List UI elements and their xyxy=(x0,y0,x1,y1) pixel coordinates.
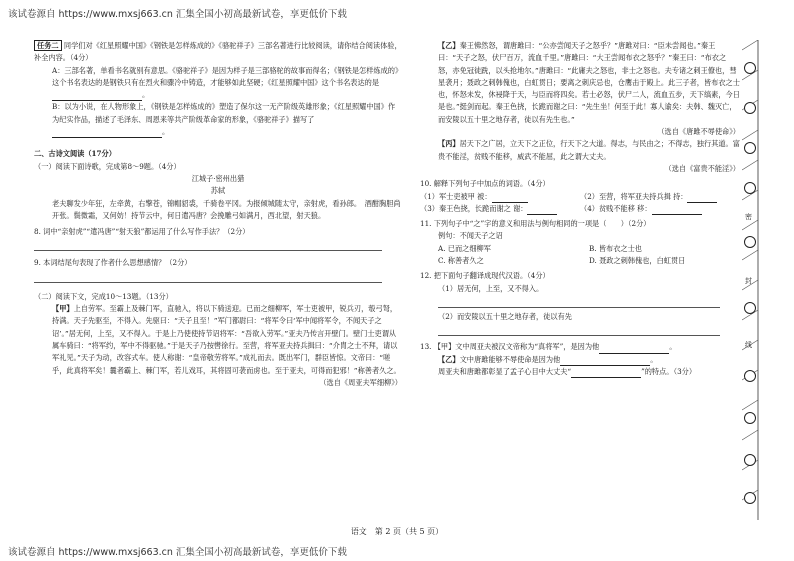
q11-option-a[interactable]: A. 已而之细柳军 xyxy=(438,243,491,253)
bing-tag: 【丙】 xyxy=(438,139,460,149)
q10-row-2 xyxy=(420,203,740,215)
task2-a-end: 。 xyxy=(142,90,150,100)
answer-line-9[interactable] xyxy=(34,270,382,283)
jia-text: 上自劳军。至霸上及棘门军，直驰入，将以下骑送迎。已而之细柳军，军士吏被甲，锐兵刃，彀弓弩，持满。天子先驱至，不得入。先驱曰：“天子且至！”军门都尉曰：“将军令曰‘军中闻将军令，不闻天子之诏’。”居无何，上至，又不得入。于是上乃使使持节诏将军：“吾欲入劳军。”亚夫乃传言开壁门。壁门士吏谓从属车骑曰：“将军约，军中不得驱驰。”于是天子乃按辔徐行。至营，将军亚夫持兵揖曰：“介胄之士不拜，请以军礼见。”天子为动，改容式车。使人称谢：“皇帝敬劳将军。”成礼而去。既出军门，群臣皆惊。文帝曰：“嗟乎，此真将军矣！曩者霸上、棘门军，若儿戏耳，其将固可袭而虏也。至于亚夫，可得而犯邪！”称善者久之。 xyxy=(52,304,401,375)
q11-example: 例句：不闻天子之诏 xyxy=(438,231,503,241)
yi-tag: 【乙】 xyxy=(438,41,460,50)
bing-text: 居天下之广居，立天下之正位，行天下之大道。得志，与民由之；不得志，独行其道。富贵不能淫，贫贱不能移，威武不能屈，此之谓大丈夫。 xyxy=(438,139,740,161)
bing-source: （选自《富贵不能淫》） xyxy=(664,163,740,173)
page-number: 语文 第 2 页（共 5 页） xyxy=(350,527,444,536)
jia-tag: 【甲】 xyxy=(52,304,74,314)
poem-author: 苏轼 xyxy=(210,186,226,196)
task2-b: B：以为小说，在人物形象上，《钢铁是怎样炼成的》塑造了保尔这一无产阶级英雄形象；《红星照耀中国》作为纪实作品，描述了毛泽东、周恩来等共产阶级革命家的形象，《骆驼祥子》描写了 xyxy=(52,102,396,124)
q13-end-text-2: ”的特点。（3分） xyxy=(641,366,697,376)
question-12: 12. 把下面句子翻译成现代汉语。（4分） xyxy=(420,271,550,281)
q13-end-text: 周亚夫和唐雎都彰显了孟子心目中大丈夫“ xyxy=(438,366,572,376)
q11-option-c[interactable]: C. 称善者久之 xyxy=(438,256,484,266)
q10-blank-3[interactable] xyxy=(527,214,557,215)
task2-tag: 任务二 xyxy=(34,40,62,51)
binding-hole xyxy=(744,182,756,194)
q10-item-4: （4）贫贱不能移 移： xyxy=(580,203,652,213)
binding-hole xyxy=(744,142,756,154)
q10-blank-4[interactable] xyxy=(652,214,702,215)
answer-blank-b[interactable] xyxy=(52,137,162,138)
section2-heading: 二、古诗文阅读（17分） xyxy=(34,149,116,159)
jia-source: （选自《周亚夫军细柳》） xyxy=(319,377,402,387)
binding-strip xyxy=(742,40,760,520)
question-9: 9. 本词结尾句表现了作者什么思想感情？（2分） xyxy=(34,258,192,268)
binding-hole xyxy=(744,102,756,114)
task2-a: A：三部名著，单看书名就别有意思。《骆驼祥子》是因为样子是三部骆驼的故事而得名；《钢铁是怎样炼成的》这个书名表达的是钢铁只有在烈火和骤冷中铸造，才能够如此坚硬；《红星照耀中国》这个书名表达的是 xyxy=(52,65,399,87)
answer-line-8[interactable] xyxy=(34,238,382,251)
right-column: 【乙】秦王怫然怒，谓唐雎曰：“公亦尝闻天子之怒乎？”唐雎对曰：“臣未尝闻也。”秦王曰：“天子之怒，伏尸百万，流血千里。”唐雎曰：“大王尝闻布衣之怒乎？”秦王曰：“布衣之怒，亦免冠徒跣，以头抢地尔。”唐雎曰：“此庸夫之怒也，非士之怒也。夫专诸之刺王僚也，彗星袭月；聂政之刺韩傀也，白虹贯日；要离之刺庆忌也，仓鹰击于殿上。此三子者，皆布衣之士也，怀怒未发，休祲降于天，与臣而将四矣。若士必怒，伏尸二人，流血五步，天下缟素，今日是也。”挺剑而起。秦王色挠，长跪而谢之曰：“先生坐！何至于此！寡人谕矣：夫韩、魏灭亡，而安陵以五十里之地存者，徒以有先生也。” （选自《唐雎不辱使命》） 【丙】居天下之广居，立天下之正位，行天下之大道。得志，与民由之；不得志，独行其道。富贵不能淫，贫贱不能移，威武不能屈，此之谓大丈夫。 （选自《富贵不能淫》） 10. 解释下列句子中加点的词语。（4分） （1）军士吏被甲 被： （2）至营，将军亚夫持兵揖 持： （3）秦王色挠，长跪而谢之 谢： （4）贫贱不能移 移： 11. 下列句子中“之”字的意义和用法与例句相同的一项是（ ）（2分） 例句：不闻天子之诏 A. 已而之细柳军 B. 皆布衣之士也 C. 称善者久之 D. 聂政之刺韩傀也，白虹贯日 12. 把下面句子翻译成现代汉语。（4分） （1）居无何，上至，又不得入。 （2）而安陵以五十里之地存者，徒以有先 13. 【甲】文中周亚夫被汉文帝称为“真将军”，是因为他 。 【乙】文中唐雎能够不辱使命是因为他 。 周亚夫和唐雎都彰显了孟子心目中大丈夫“ ”的特点。（3分） xyxy=(420,40,740,378)
part1-heading: （一）阅读下面诗歌，完成第8～9题。（4分） xyxy=(34,161,181,171)
binding-hole xyxy=(744,492,756,504)
task2-intro: 同学们对《红星照耀中国》《钢铁是怎样炼成的》《骆驼祥子》三部名著进行比较阅读，请你结合阅读体验，补全内容。（4分） xyxy=(34,41,402,63)
binding-char-2: 封 xyxy=(745,277,752,285)
q12-part-1: （1）居无何，上至，又不得入。 xyxy=(438,283,544,293)
answer-line-12-2[interactable] xyxy=(438,323,720,336)
top-watermark: 该试卷源自 https://www.mxsj663.cn 汇集全国小初高最新试卷，享更低价下载 xyxy=(8,9,347,20)
question-8: 8. 词中“亲射虎”“遣冯唐”“射天狼”都运用了什么写作手法？（2分） xyxy=(34,227,250,237)
binding-char-1: 密 xyxy=(745,213,752,221)
question-13: 13. 【甲】文中周亚夫被汉文帝称为“真将军”，是因为他 xyxy=(420,342,600,352)
bottom-watermark: 该试卷源自 https://www.mxsj663.cn 汇集全国小初高最新试卷，享更低价下载 xyxy=(8,547,347,558)
q13-yi-text: 文中唐雎能够不辱使命是因为他 xyxy=(459,354,561,364)
q10-item-3: （3）秦王色挠，长跪而谢之 谢： xyxy=(420,203,528,213)
binding-char-3: 线 xyxy=(745,341,752,349)
q10-item-2: （2）至营，将军亚夫持兵揖 持： xyxy=(580,191,688,201)
left-column xyxy=(34,40,402,389)
q10-item-1: （1）军士吏被甲 被： xyxy=(420,191,492,201)
binding-hole xyxy=(744,236,756,248)
binding-hole xyxy=(744,454,756,466)
q13-blank-3[interactable] xyxy=(571,377,641,378)
q11-option-d[interactable]: D. 聂政之刺韩傀也，白虹贯日 xyxy=(589,256,686,266)
binding-hole xyxy=(744,370,756,382)
q13-yi-tag: 【乙】 xyxy=(438,354,460,364)
binding-hole xyxy=(744,62,756,74)
task2-b-end: 。 xyxy=(162,127,170,137)
q11-option-b[interactable]: B. 皆布衣之士也 xyxy=(589,243,642,253)
yi-text: 秦王怫然怒，谓唐雎曰：“公亦尝闻天子之怒乎？”唐雎对曰：“臣未尝闻也。”秦王曰：“天子之怒，伏尸百万，流血千里。”唐雎曰：“大王尝闻布衣之怒乎？”秦王曰：“布衣之怒，亦免冠徒跣，以头抢地尔。”唐雎曰：“此庸夫之怒也，非士之怒也。夫专诸之刺王僚也，彗星袭月；聂政之刺韩傀也，白虹贯日；要离之刺庆忌也，仓鹰击于殿上。此三子者，皆布衣之士也，怀怒未发，休祲降于天，与臣而将四矣。若士必怒，伏尸二人，流血五步，天下缟素，今日是也。”挺剑而起。秦王色挠，长跪而谢之曰：“先生坐！何至于此！寡人谕矣：夫韩、魏灭亡，而安陵以五十里之地存者，徒以有先生也。” xyxy=(438,41,740,124)
answer-line-12-1[interactable] xyxy=(438,295,720,308)
q11-options-row-1 xyxy=(420,243,740,255)
binding-hole xyxy=(744,412,756,424)
poem-text: 老夫聊发少年狂，左牵黄，右擎苍，锦帽貂裘，千骑卷平冈。为报倾城随太守，亲射虎，看孙郎。 酒酣胸胆尚开张。鬓微霜，又何妨！持节云中，何日遣冯唐？会挽雕弓如满月，西北望，射天狼。 xyxy=(52,198,401,220)
question-11: 11. 下列句子中“之”字的意义和用法与例句相同的一项是（ ）（2分） xyxy=(420,219,651,229)
q10-row-1 xyxy=(420,191,740,203)
yi-source: （选自《唐雎不辱使命》） xyxy=(657,127,740,137)
part2-heading: （二）阅读下文，完成10～13题。（13分） xyxy=(34,291,173,301)
q12-part-2: （2）而安陵以五十里之地存者，徒以有先 xyxy=(438,311,572,321)
q11-options-row-2 xyxy=(420,255,740,267)
question-10: 10. 解释下列句子中加点的词语。（4分） xyxy=(420,179,550,189)
poem-title: 江城子·密州出猎 xyxy=(191,173,245,183)
binding-hole xyxy=(744,302,756,314)
